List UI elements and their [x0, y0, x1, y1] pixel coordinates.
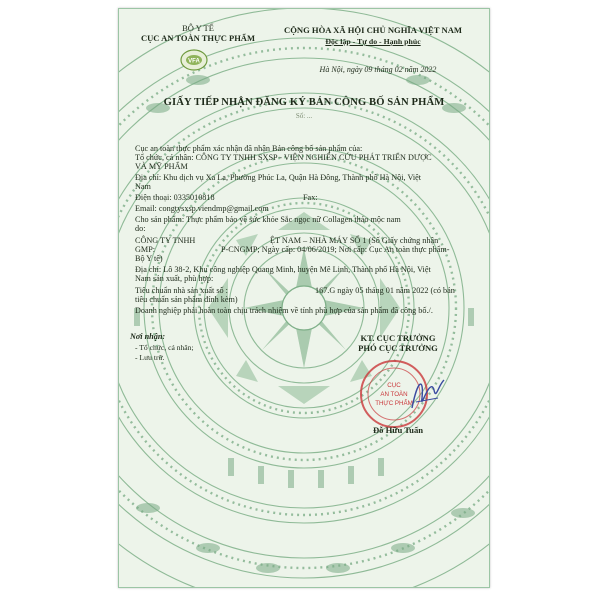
address-line-1: Địa chỉ: Khu dịch vụ Xa La, Phường Phúc La, Quận Hà Đông, Thành phố Hà Nội, Việt: [135, 173, 422, 182]
national-motto: Độc lập - Tự do - Hạnh phúc: [325, 37, 421, 46]
recipients-heading: Nơi nhận:: [130, 332, 166, 341]
manufacturer-name-end: ỆT NAM – NHÀ MÁY SỐ 1 (Số Giấy chứng nhận: [270, 236, 439, 245]
organization-line-2: VÀ MỸ PHẨM: [135, 162, 188, 171]
organization-line-1: Tổ chức, cá nhân: CÔNG TY TNHH SXSP - VIỆN NGHIÊN CỨU PHÁT TRIỂN DƯỢC: [135, 153, 432, 162]
address-line-2: Nam: [135, 182, 151, 191]
document-title: GIẤY TIẾP NHẬN ĐĂNG KÝ BẢN CÔNG BỐ SẢN PHẨM: [163, 97, 445, 108]
country-name: CỘNG HÒA XÃ HỘI CHỦ NGHĨA VIỆT NAM: [283, 25, 463, 35]
intro-text: Cục an toàn thực phẩm xác nhận đã nhận Bản công bố sản phẩm của:: [135, 144, 363, 153]
standard-label: Tiêu chuẩn nhà sản xuất số :: [135, 286, 228, 295]
manufacturer-address-line-2: Nam sản xuất, phù hợp:: [135, 274, 214, 283]
agency-logo-text: VFA: [188, 58, 200, 65]
manufacturer-address-line-1: Địa chỉ: Lô 38-2, Khu công nghiệp Quang Minh, huyện Mê Linh, Thành phố Hà Nội, Việt: [135, 265, 431, 274]
certificate-document: [118, 8, 490, 588]
commitment-text: Doanh nghiệp phải hoàn toàn chịu trách nhiệm về tính phù hợp của sản phẩm đã công bố./.: [135, 306, 433, 315]
seal-text-line-3: THỰC PHẨM: [375, 400, 413, 407]
seal-text-line-1: CỤC: [387, 382, 401, 389]
ministry-name: BỘ Y TẾ: [182, 23, 214, 33]
agency-name: CỤC AN TOÀN THỰC PHẨM: [141, 33, 255, 43]
seal-text-line-2: AN TOÀN: [380, 391, 408, 398]
agency-logo: [180, 49, 208, 71]
recipient-item: - Tổ chức, cá nhân;: [135, 343, 194, 352]
manufacturer-name-start: CÔNG TY TNHH: [135, 236, 196, 245]
email: Email: congtysxsp.viendmp@gmail.com: [135, 204, 269, 213]
product-line-1: Cho sản phẩm: Thực phẩm bảo vệ sức khỏe Sắc ngọc nữ Collagen thảo mộc nam: [135, 215, 401, 224]
standard-attachment: tiêu chuẩn sản phẩm đính kèm): [135, 295, 238, 304]
fax: Fax:: [303, 193, 318, 202]
signer-role-1: KT. CỤC TRƯỞNG: [360, 333, 436, 343]
gmp-issuer: Bộ Y tế): [135, 254, 163, 263]
issue-date: Hà Nội, ngày 09 tháng 02 năm 2022: [319, 65, 437, 74]
signer-name: Đỗ Hữu Tuấn: [372, 425, 424, 435]
signer-role-2: PHÓ CỤC TRƯỞNG: [358, 343, 438, 353]
gmp-label: GMP:: [135, 245, 156, 254]
handwritten-signature: [408, 368, 448, 418]
standard-details: 167.G ngày 05 tháng 01 năm 2022 (có bản: [315, 286, 455, 295]
recipient-item: - Lưu trữ.: [135, 353, 165, 362]
product-line-2: do:: [135, 224, 146, 233]
document-number: Số: ...: [295, 112, 313, 120]
phone: Điện thoại: 0335010818: [135, 193, 215, 202]
gmp-details: P-CNGMP; Ngày cấp: 04/06/2019; Nơi cấp: Cục An toàn thực phẩm-: [221, 245, 450, 254]
